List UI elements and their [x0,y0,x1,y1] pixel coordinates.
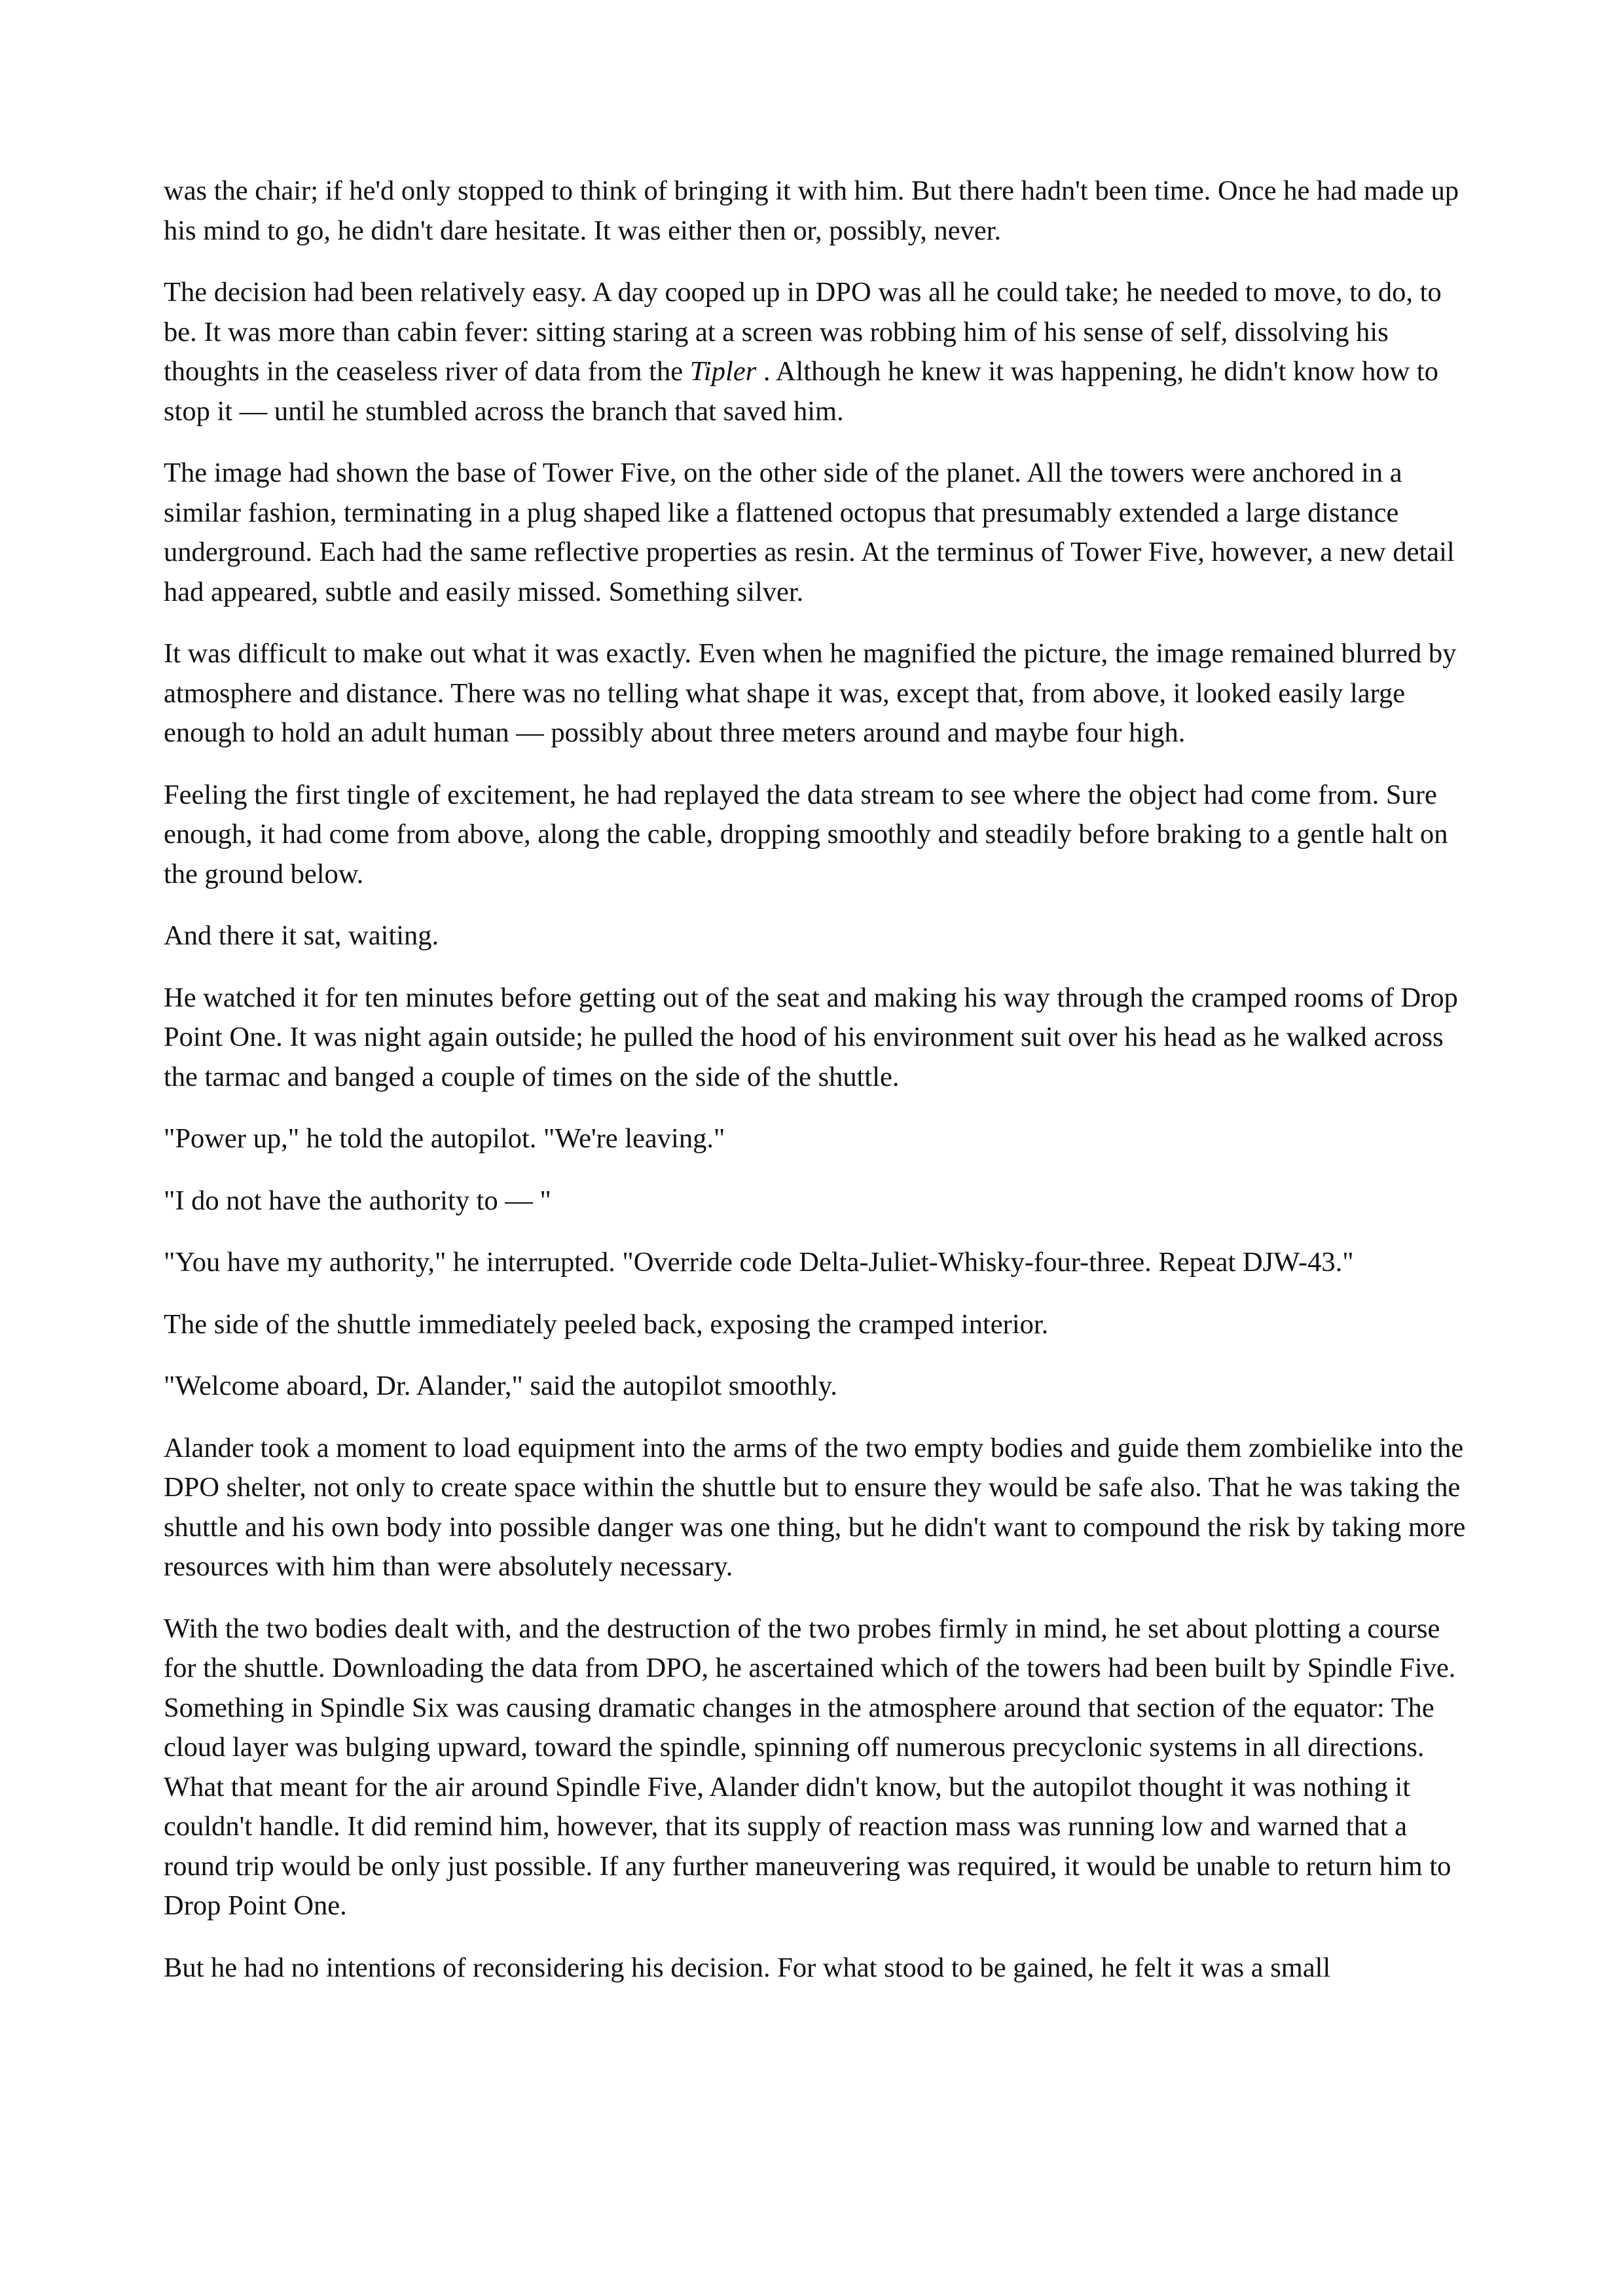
paragraph-text: He watched it for ten minutes before getting out of the seat and making his way through the cramped rooms of Drop Point One. It was night again outside; he pulled the hood of his environment suit over his head as he walked across the tarmac and banged a couple of times on the side of the shuttle. [164,982,1458,1092]
body-paragraph [164,273,1473,431]
body-paragraph [164,634,1473,753]
body-paragraph [164,916,1473,956]
body-paragraph [164,1429,1473,1587]
paragraph-text: The decision had been relatively easy. A day cooped up in DPO was all he could take; he needed to move, to do, to be. It was more than cabin fever: sitting staring at a screen was robbing him of his sense of self, dissolving his thoughts in the ceaseless river of data from the [164,277,1442,387]
paragraph-text: The image had shown the base of Tower Five, on the other side of the planet. All the towers were anchored in a similar fashion, terminating in a plug shaped like a flattened octopus that presumably extended a large distance underground. Each had the same reflective properties as resin. At the terminus of Tower Five, however, a new detail had appeared, subtle and easily missed. Something silver. [164,457,1455,607]
paragraph-text: The side of the shuttle immediately peeled back, exposing the cramped interior. [164,1308,1049,1340]
paragraph-text: Alander took a moment to load equipment into the arms of the two empty bodies and guide them zombielike into the DPO shelter, not only to create space within the shuttle but to ensure they would be safe also. That he was taking the shuttle and his own body into possible danger was one thing, but he didn't want to compound the risk by taking more resources with him than were absolutely necessary. [164,1432,1466,1582]
paragraph-text: was the chair; if he'd only stopped to think of bringing it with him. But there hadn't been time. Once he had made up his mind to go, he didn't dare hesitate. It was either then or, possibly, never. [164,175,1459,246]
paragraph-text: "You have my authority," he interrupted. "Override code Delta-Juliet-Whisky-four-three. Repeat DJW-43." [164,1247,1354,1278]
body-paragraph [164,1367,1473,1407]
body-paragraph [164,978,1473,1098]
body-paragraph [164,1609,1473,1926]
paragraph-text: With the two bodies dealt with, and the destruction of the two probes firmly in mind, he set about plotting a course for the shuttle. Downloading the data from DPO, he ascertained which of the towers had been built by Spindle Five. Something in Spindle Six was causing dramatic changes in the atmosphere around that section of the equator: The cloud layer was bulging upward, toward the spindle, spinning off numerous precyclonic systems in all directions. What that meant for the air around Spindle Five, Alander didn't know, but the autopilot thought it was nothing it couldn't handle. It did remind him, however, that its supply of reaction mass was running low and warned that a round trip would be only just possible. If any further maneuvering was required, it would be unable to return him to Drop Point One. [164,1613,1456,1921]
paragraph-text: And there it sat, waiting. [164,920,439,951]
body-paragraph [164,1119,1473,1159]
italic-title-text: Tipler [689,356,757,387]
body-paragraph [164,1181,1473,1221]
body-paragraph [164,1243,1473,1283]
paragraph-text: "Welcome aboard, Dr. Alander," said the autopilot smoothly. [164,1371,837,1401]
body-paragraph [164,171,1473,251]
body-paragraph [164,776,1473,895]
body-paragraph [164,454,1473,612]
body-paragraph [164,1948,1473,1988]
paragraph-text: But he had no intentions of reconsidering his decision. For what stood to be gained, he felt it was a small [164,1952,1331,1983]
paragraph-text: It was difficult to make out what it was exactly. Even when he magnified the picture, the image remained blurred by atmosphere and distance. There was no telling what shape it was, except that, from above, it looked easily large enough to hold an adult human — possibly about three meters around and maybe four high. [164,638,1457,748]
body-paragraph [164,1305,1473,1345]
paragraph-text: Feeling the first tingle of excitement, he had replayed the data stream to see where the object had come from. Sure enough, it had come from above, along the cable, dropping smoothly and steadily before braking to a gentle halt on the ground below. [164,779,1448,889]
paragraph-text: "I do not have the authority to — " [164,1185,551,1216]
paragraph-text: "Power up," he told the autopilot. "We're leaving." [164,1123,725,1154]
book-page [164,171,1473,1988]
paragraph-text: . Although he knew it was happening, he didn't know how to stop it — until he stumbled across the branch that saved him. [164,356,1438,427]
